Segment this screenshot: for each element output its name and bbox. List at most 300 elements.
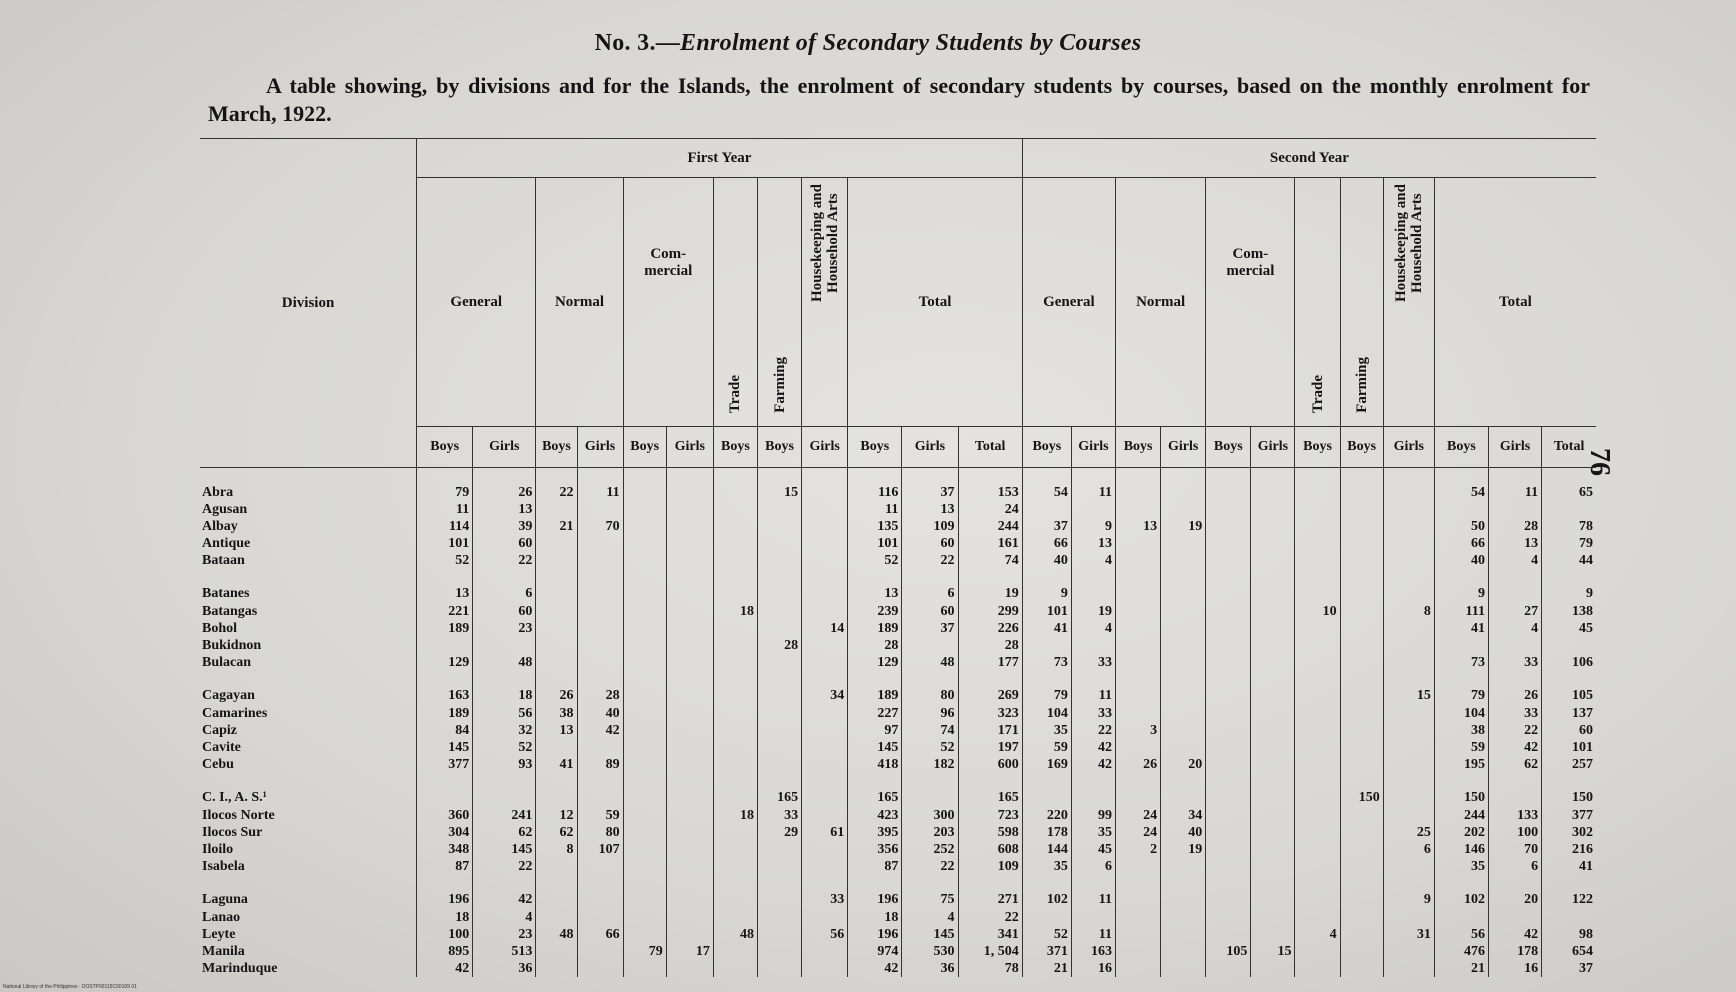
table-cell <box>713 569 757 603</box>
table-cell <box>1295 841 1340 858</box>
table-cell: 18 <box>848 909 902 926</box>
fy-total-header: Total <box>848 178 1023 427</box>
table-cell <box>1116 468 1161 502</box>
fy-normal-header: Normal <box>536 178 623 427</box>
table-cell <box>666 705 713 722</box>
table-cell: 22 <box>536 468 577 502</box>
fy-commercial-header: Com- mercial <box>623 178 713 427</box>
table-cell: 34 <box>802 671 848 705</box>
table-row <box>200 552 1596 569</box>
table-cell: 101 <box>1542 739 1596 756</box>
table-cell <box>577 875 623 909</box>
table-cell <box>666 773 713 807</box>
table-cell <box>757 705 801 722</box>
table-cell: 62 <box>473 824 536 841</box>
table-cell <box>757 620 801 637</box>
table-cell <box>1340 909 1383 926</box>
table-cell: 348 <box>417 841 473 858</box>
subheader-boys: Boys <box>713 427 757 468</box>
table-cell <box>1340 654 1383 671</box>
table-cell: 341 <box>958 926 1022 943</box>
table-cell: 42 <box>417 960 473 977</box>
table-cell: 21 <box>1434 960 1488 977</box>
table-cell: 356 <box>848 841 902 858</box>
table-cell: 96 <box>902 705 958 722</box>
table-cell <box>536 943 577 960</box>
table-cell <box>802 603 848 620</box>
table-cell: 22 <box>473 858 536 875</box>
table-cell <box>1206 501 1251 518</box>
table-cell: 9 <box>1022 569 1071 603</box>
table-cell <box>1251 841 1295 858</box>
table-cell: 15 <box>1383 671 1434 705</box>
table-cell: 42 <box>848 960 902 977</box>
table-cell <box>902 773 958 807</box>
table-cell: 111 <box>1434 603 1488 620</box>
table-cell <box>1206 535 1251 552</box>
table-cell: 145 <box>473 841 536 858</box>
table-cell: 59 <box>1434 739 1488 756</box>
title-prefix: No. 3.— <box>594 30 681 56</box>
subheader-total: Total <box>1542 427 1596 468</box>
table-cell: 60 <box>473 603 536 620</box>
table-cell: 10 <box>1295 603 1340 620</box>
table-cell: 42 <box>1488 739 1541 756</box>
table-cell <box>713 518 757 535</box>
table-cell <box>623 841 666 858</box>
table-cell: 93 <box>473 756 536 773</box>
table-cell <box>1116 535 1161 552</box>
division-name: Capiz <box>202 722 237 738</box>
table-cell <box>802 858 848 875</box>
table-cell <box>1206 926 1251 943</box>
table-cell <box>1383 501 1434 518</box>
table-cell: 26 <box>536 671 577 705</box>
fy-general-header: General <box>417 178 536 427</box>
table-cell: 165 <box>848 773 902 807</box>
table-cell <box>623 603 666 620</box>
table-cell: 20 <box>1161 756 1206 773</box>
table-cell <box>1383 705 1434 722</box>
table-cell: 6 <box>1383 841 1434 858</box>
division-name: Cavite <box>202 739 241 755</box>
table-cell <box>1071 569 1115 603</box>
table-cell: 377 <box>1542 807 1596 824</box>
table-cell: 23 <box>473 926 536 943</box>
table-cell: 33 <box>1488 705 1541 722</box>
table-cell: 24 <box>958 501 1022 518</box>
table-cell <box>757 926 801 943</box>
table-cell <box>1542 501 1596 518</box>
table-cell: 44 <box>1542 552 1596 569</box>
division-header: Division <box>200 139 417 468</box>
table-cell <box>802 739 848 756</box>
table-cell: 21 <box>536 518 577 535</box>
table-cell <box>1340 501 1383 518</box>
table-cell <box>1251 468 1295 502</box>
subheader-total: Total <box>958 427 1022 468</box>
table-cell: 73 <box>1022 654 1071 671</box>
table-cell <box>1383 552 1434 569</box>
table-row <box>200 603 1596 620</box>
table-cell: 66 <box>1434 535 1488 552</box>
table-cell <box>666 620 713 637</box>
table-cell: 101 <box>1022 603 1071 620</box>
table-cell: 13 <box>417 569 473 603</box>
subheader-boys: Boys <box>757 427 801 468</box>
table-cell <box>1340 807 1383 824</box>
table-cell: 35 <box>1022 858 1071 875</box>
table-cell <box>666 841 713 858</box>
table-cell: 145 <box>417 739 473 756</box>
table-cell: 300 <box>902 807 958 824</box>
table-cell: 8 <box>1383 603 1434 620</box>
division-name: Batangas <box>202 603 258 619</box>
division-name: Laguna <box>202 892 248 907</box>
table-cell <box>1340 926 1383 943</box>
table-cell: 41 <box>1542 858 1596 875</box>
table-cell <box>757 960 801 977</box>
table-cell <box>623 552 666 569</box>
table-cell <box>1295 739 1340 756</box>
table-cell: 11 <box>1071 926 1115 943</box>
table-cell: 116 <box>848 468 902 502</box>
table-cell <box>1116 603 1161 620</box>
table-cell <box>1295 722 1340 739</box>
table-body <box>200 468 1596 978</box>
table-cell: 133 <box>1488 807 1541 824</box>
table-cell: 18 <box>713 807 757 824</box>
table-cell: 73 <box>1434 654 1488 671</box>
table-cell: 27 <box>1488 603 1541 620</box>
table-cell: 241 <box>473 807 536 824</box>
table-cell <box>1340 824 1383 841</box>
table-cell <box>1251 960 1295 977</box>
table-cell: 52 <box>473 739 536 756</box>
table-cell <box>1383 535 1434 552</box>
table-cell: 60 <box>902 603 958 620</box>
subheader-boys: Boys <box>1116 427 1161 468</box>
table-cell <box>713 841 757 858</box>
table-cell <box>1295 773 1340 807</box>
table-cell: 169 <box>1022 756 1071 773</box>
table-cell: 269 <box>958 671 1022 705</box>
table-cell <box>757 535 801 552</box>
table-cell <box>666 909 713 926</box>
table-cell <box>1251 552 1295 569</box>
table-cell <box>666 654 713 671</box>
table-cell: 48 <box>536 926 577 943</box>
sy-farming-header: Farming <box>1353 357 1370 413</box>
table-cell <box>536 773 577 807</box>
table-cell: 14 <box>802 620 848 637</box>
table-cell: 56 <box>802 926 848 943</box>
table-cell <box>1251 909 1295 926</box>
table-cell: 35 <box>1022 722 1071 739</box>
subheader-girls: Girls <box>666 427 713 468</box>
table-cell: 227 <box>848 705 902 722</box>
table-cell: 56 <box>473 705 536 722</box>
table-cell <box>902 637 958 654</box>
table-cell <box>1340 705 1383 722</box>
table-cell <box>1383 518 1434 535</box>
table-cell: 19 <box>1161 518 1206 535</box>
table-cell: 100 <box>417 926 473 943</box>
table-cell <box>1295 501 1340 518</box>
table-cell <box>802 909 848 926</box>
table-row <box>200 756 1596 773</box>
table-cell <box>757 654 801 671</box>
table-cell: 33 <box>757 807 801 824</box>
table-cell: 196 <box>848 926 902 943</box>
table-cell <box>1161 739 1206 756</box>
table-cell: 189 <box>848 620 902 637</box>
table-cell: 600 <box>958 756 1022 773</box>
subheader-girls: Girls <box>473 427 536 468</box>
table-cell: 9 <box>1071 518 1115 535</box>
table-row <box>200 705 1596 722</box>
table-cell <box>536 960 577 977</box>
table-cell <box>1206 841 1251 858</box>
table-cell: 80 <box>577 824 623 841</box>
table-cell <box>1161 705 1206 722</box>
table-cell <box>802 637 848 654</box>
table-cell: 16 <box>1071 960 1115 977</box>
subheader-girls: Girls <box>802 427 848 468</box>
table-cell: 221 <box>417 603 473 620</box>
subheader-boys: Boys <box>1206 427 1251 468</box>
table-cell: 60 <box>902 535 958 552</box>
table-cell <box>666 824 713 841</box>
table-cell: 12 <box>536 807 577 824</box>
table-cell: 220 <box>1022 807 1071 824</box>
table-cell <box>802 552 848 569</box>
table-row <box>200 637 1596 654</box>
subheader-girls: Girls <box>1251 427 1295 468</box>
table-cell <box>1161 620 1206 637</box>
table-cell <box>1206 875 1251 909</box>
table-cell: 24 <box>1116 807 1161 824</box>
table-cell: 244 <box>1434 807 1488 824</box>
table-cell: 11 <box>417 501 473 518</box>
table-cell: 271 <box>958 875 1022 909</box>
table-cell <box>623 671 666 705</box>
footer-credit: National Library of the Philippines · DOS?P00115C00109 01 <box>3 984 137 990</box>
table-cell <box>1295 654 1340 671</box>
table-cell <box>1542 637 1596 654</box>
table-cell <box>1071 909 1115 926</box>
table-cell <box>1251 518 1295 535</box>
table-cell: 9 <box>1434 569 1488 603</box>
table-cell <box>757 739 801 756</box>
table-cell <box>577 739 623 756</box>
table-cell: 28 <box>1488 518 1541 535</box>
table-cell: 177 <box>958 654 1022 671</box>
table-cell <box>1295 569 1340 603</box>
table-cell <box>666 671 713 705</box>
table-cell <box>1383 569 1434 603</box>
table-cell <box>1206 960 1251 977</box>
table-cell: 50 <box>1434 518 1488 535</box>
division-name: Ilocos Sur <box>202 824 263 840</box>
division-name: Antique <box>202 535 251 551</box>
table-cell: 4 <box>1071 620 1115 637</box>
table-cell: 9 <box>1383 875 1434 909</box>
division-name: Isabela <box>202 858 245 874</box>
subheader-boys: Boys <box>1434 427 1488 468</box>
table-cell: 37 <box>1022 518 1071 535</box>
table-cell: 28 <box>757 637 801 654</box>
table-cell <box>1295 909 1340 926</box>
table-cell: 37 <box>1542 960 1596 977</box>
table-cell <box>666 552 713 569</box>
table-cell: 42 <box>1071 756 1115 773</box>
table-cell: 109 <box>902 518 958 535</box>
table-cell <box>1251 773 1295 807</box>
subheader-girls: Girls <box>1383 427 1434 468</box>
table-cell: 304 <box>417 824 473 841</box>
table-cell <box>757 552 801 569</box>
table-cell <box>1161 535 1206 552</box>
table-cell: 37 <box>902 620 958 637</box>
table-cell: 189 <box>848 671 902 705</box>
table-cell <box>1340 671 1383 705</box>
table-row <box>200 943 1596 960</box>
table-cell: 42 <box>473 875 536 909</box>
table-row <box>200 875 1596 909</box>
table-cell <box>536 501 577 518</box>
table-cell <box>802 501 848 518</box>
table-cell: 165 <box>958 773 1022 807</box>
table-description: A table showing, by divisions and for the Islands, the enrolment of secondary students by courses, based on the monthly enrolment for March, 1922. <box>208 73 1590 126</box>
table-cell <box>577 943 623 960</box>
table-cell <box>1161 468 1206 502</box>
table-cell <box>1295 858 1340 875</box>
table-cell: 65 <box>1542 468 1596 502</box>
table-cell: 3 <box>1116 722 1161 739</box>
table-cell <box>713 943 757 960</box>
table-cell <box>713 501 757 518</box>
table-cell <box>623 960 666 977</box>
table-cell: 42 <box>1071 739 1115 756</box>
table-cell: 87 <box>417 858 473 875</box>
table-cell: 26 <box>1488 671 1541 705</box>
table-cell <box>1295 875 1340 909</box>
table-row <box>200 858 1596 875</box>
table-cell: 48 <box>473 654 536 671</box>
table-cell: 423 <box>848 807 902 824</box>
table-cell <box>1116 620 1161 637</box>
fy-housekeeping-header: Housekeeping and Household Arts <box>808 184 841 302</box>
table-cell <box>536 654 577 671</box>
table-cell <box>536 603 577 620</box>
table-cell: 100 <box>1488 824 1541 841</box>
table-cell: 66 <box>577 926 623 943</box>
table-cell: 15 <box>1251 943 1295 960</box>
table-cell <box>802 841 848 858</box>
table-cell <box>1251 569 1295 603</box>
table-cell <box>1383 722 1434 739</box>
table-cell <box>1488 773 1541 807</box>
division-name: Marinduque <box>202 960 278 976</box>
table-cell <box>713 620 757 637</box>
table-cell <box>1383 739 1434 756</box>
table-row <box>200 501 1596 518</box>
table-cell <box>577 569 623 603</box>
table-cell <box>577 909 623 926</box>
table-cell <box>1251 535 1295 552</box>
table-cell <box>1022 637 1071 654</box>
table-cell: 150 <box>1434 773 1488 807</box>
table-cell <box>1206 654 1251 671</box>
table-cell <box>666 756 713 773</box>
table-cell <box>1340 875 1383 909</box>
table-cell: 114 <box>417 518 473 535</box>
table-cell <box>1022 773 1071 807</box>
table-cell <box>1116 705 1161 722</box>
table-cell <box>757 518 801 535</box>
table-cell <box>666 807 713 824</box>
table-cell <box>577 773 623 807</box>
table-cell <box>1340 637 1383 654</box>
table-cell: 19 <box>1071 603 1115 620</box>
table-cell <box>1161 637 1206 654</box>
table-cell <box>802 943 848 960</box>
table-cell: 79 <box>1434 671 1488 705</box>
table-cell: 104 <box>1022 705 1071 722</box>
table-cell <box>757 756 801 773</box>
table-cell <box>1206 620 1251 637</box>
fy-farming-header: Farming <box>771 357 788 413</box>
table-cell <box>1340 468 1383 502</box>
table-cell <box>1161 960 1206 977</box>
table-cell: 13 <box>536 722 577 739</box>
table-cell <box>1161 926 1206 943</box>
table-cell: 239 <box>848 603 902 620</box>
table-cell <box>1161 671 1206 705</box>
division-name: Cebu <box>202 756 234 772</box>
table-cell: 101 <box>417 535 473 552</box>
table-cell <box>666 535 713 552</box>
table-cell <box>1488 637 1541 654</box>
table-cell: 15 <box>757 468 801 502</box>
table-cell <box>1206 518 1251 535</box>
subheader-girls: Girls <box>1488 427 1541 468</box>
table-cell <box>666 960 713 977</box>
table-cell: 11 <box>1488 468 1541 502</box>
table-cell <box>623 824 666 841</box>
table-cell: 79 <box>1022 671 1071 705</box>
sy-housekeeping-header: Housekeeping and Household Arts <box>1392 184 1425 302</box>
table-cell: 40 <box>1161 824 1206 841</box>
table-cell: 98 <box>1542 926 1596 943</box>
table-cell: 54 <box>1434 468 1488 502</box>
table-cell <box>1251 654 1295 671</box>
table-cell: 608 <box>958 841 1022 858</box>
table-cell: 138 <box>1542 603 1596 620</box>
table-cell <box>1383 637 1434 654</box>
table-cell <box>1383 807 1434 824</box>
table-cell: 79 <box>623 943 666 960</box>
division-name: Ilocos Norte <box>202 807 275 823</box>
table-cell: 895 <box>417 943 473 960</box>
title-italic: Enrolment of Secondary Students by Courses <box>680 30 1142 56</box>
table-cell <box>802 756 848 773</box>
table-cell <box>1206 671 1251 705</box>
table-cell <box>1251 875 1295 909</box>
table-cell: 99 <box>1071 807 1115 824</box>
table-cell <box>1161 569 1206 603</box>
